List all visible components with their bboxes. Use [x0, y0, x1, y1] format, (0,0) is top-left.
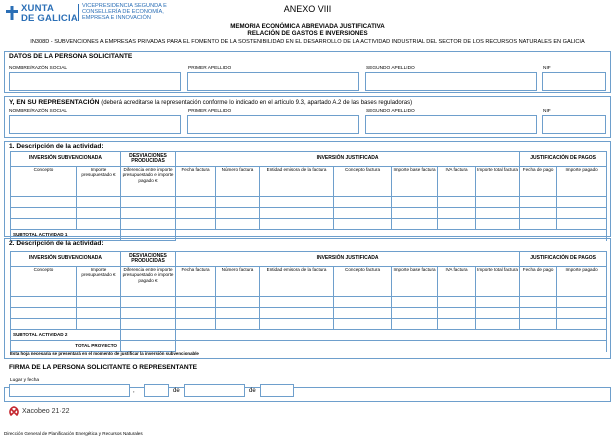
annex-label: ANEXO VIII: [283, 4, 332, 14]
applicant-nif-field[interactable]: [542, 72, 606, 91]
xacobeo-logo-icon: [8, 406, 20, 418]
group-desviaciones: DESVIACIONES PRODUCIDAS: [121, 152, 176, 167]
group-desviaciones: DESVIACIONES PRODUCIDAS: [121, 252, 176, 267]
col-diferencia: Diferencia entre importe presupuestado e importe pagado €: [121, 267, 176, 297]
rep-name-label: NOMBRE/RAZÓN SOCIAL: [9, 109, 68, 114]
col-fecha-factura: Fecha factura: [176, 167, 216, 197]
col-numero-factura: Número factura: [216, 167, 260, 197]
de-separator-1: de: [173, 388, 180, 394]
col-importe-total: Importe total factura: [476, 167, 520, 197]
total-row: [11, 341, 607, 352]
de-separator-2: de: [249, 388, 256, 394]
xacobeo-text: Xacobeo 21·22: [22, 408, 70, 415]
representative-heading: Y, EN SU REPRESENTACIÓN (deberá acreditarse la representación conforme lo indicado en el artículo 9.3, apartado A.2 de las bases reguladoras): [9, 99, 413, 106]
table-row: [11, 197, 607, 208]
applicant-surname2-label: SEGUNDO APELLIDO: [366, 66, 415, 71]
place-field[interactable]: [9, 384, 130, 397]
group-inversion-subvencionada: INVERSIÓN SUBVENCIONADA: [11, 252, 121, 267]
col-diferencia: Diferencia entre importe presupuestado e importe pagado €: [121, 167, 176, 197]
applicant-surname1-label: PRIMER APELLIDO: [188, 66, 232, 71]
subtotal-row: [11, 330, 607, 341]
justification-note: Esta hoja necesaria se presentará en el momento de justificar la inversión subvencionable: [10, 351, 199, 356]
rep-nif-label: NIF: [543, 109, 551, 114]
footer-department: Dirección General de Planificación Energética y Recursos Naturales: [4, 431, 143, 436]
signature-heading: FIRMA DE LA PERSONA SOLICITANTE O REPRESENTANTE: [9, 364, 198, 371]
rep-surname1-field[interactable]: [187, 115, 359, 134]
col-numero-factura: Número factura: [216, 267, 260, 297]
total-project-value[interactable]: [121, 341, 176, 352]
table-row: [11, 297, 607, 308]
col-importe-pagado: Importe pagado: [557, 167, 607, 197]
year-field[interactable]: [260, 384, 294, 397]
xunta-logo-text: XUNTA DE GALICIA: [21, 3, 78, 24]
applicant-surname2-field[interactable]: [365, 72, 537, 91]
group-justificacion-pagos: JUSTIFICACIÓN DE PAGOS: [520, 152, 607, 167]
col-concepto-factura: Concepto factura: [334, 167, 392, 197]
department-name: VICEPRESIDENCIA SEGUNDA E CONSELLERÍA DE ECONOMÍA, EMPRESA E INNOVACIÓN: [82, 3, 167, 21]
col-iva-factura: IVA factura: [438, 267, 476, 297]
applicant-name-field[interactable]: [9, 72, 181, 91]
group-inversion-justificada: INVERSIÓN JUSTIFICADA: [176, 152, 520, 167]
col-concepto: Concepto: [11, 167, 77, 197]
applicant-surname1-field[interactable]: [187, 72, 359, 91]
table-row: [11, 308, 607, 319]
applicant-heading: DATOS DE LA PERSONA SOLICITANTE: [9, 53, 133, 60]
table-row: [11, 319, 607, 330]
col-importe-total: Importe total factura: [476, 267, 520, 297]
applicant-name-label: NOMBRE/RAZÓN SOCIAL: [9, 66, 68, 71]
activity2-heading: 2. Descripción de la actividad:: [9, 240, 104, 247]
col-importe-presupuestado: Importe presupuestado €: [77, 267, 121, 297]
comma-separator: ,: [133, 388, 135, 394]
col-fecha-pago: Fecha de pago: [520, 267, 557, 297]
month-field[interactable]: [184, 384, 245, 397]
col-fecha-factura: Fecha factura: [176, 267, 216, 297]
col-importe-base: Importe base factura: [392, 167, 438, 197]
doc-title-line2: RELACIÓN DE GASTOS E INVERSIONES: [247, 30, 368, 37]
rep-surname2-field[interactable]: [365, 115, 537, 134]
col-concepto-factura: Concepto factura: [334, 267, 392, 297]
col-entidad-emisora: Entidad emisora de la factura: [260, 267, 334, 297]
rep-surname2-label: SEGUNDO APELLIDO: [366, 109, 415, 114]
rep-surname1-label: PRIMER APELLIDO: [188, 109, 232, 114]
col-importe-base: Importe base factura: [392, 267, 438, 297]
group-justificacion-pagos: JUSTIFICACIÓN DE PAGOS: [520, 252, 607, 267]
col-iva-factura: IVA factura: [438, 167, 476, 197]
place-date-label: Lugar y fecha: [10, 378, 40, 383]
subtotal-activity1-label: SUBTOTAL ACTIVIDAD 1: [11, 230, 121, 241]
col-fecha-pago: Fecha de pago: [520, 167, 557, 197]
table-row: [11, 208, 607, 219]
rep-nif-field[interactable]: [542, 115, 606, 134]
col-importe-presupuestado: Importe presupuestado €: [77, 167, 121, 197]
subtotal-activity2-label: SUBTOTAL ACTIVIDAD 2: [11, 330, 121, 341]
activity2-table: [10, 251, 607, 352]
doc-title-line1: MEMORIA ECONÓMICA ABREVIADA JUSTIFICATIVA: [230, 23, 385, 30]
col-entidad-emisora: Entidad emisora de la factura: [260, 167, 334, 197]
group-inversion-subvencionada: INVERSIÓN SUBVENCIONADA: [11, 152, 121, 167]
doc-subtitle: IN308D - SUBVENCIONES A EMPRESAS PRIVADAS PARA EL FOMENTO DE LA SOSTENIBILIDAD EN EL DESARROLLO DE LA ACTIVIDAD INDUSTRIAL DEL SECTOR DE LOS RECURSOS NATURALES EN GALICIA: [30, 39, 585, 45]
table-row: [11, 219, 607, 230]
rep-name-field[interactable]: [9, 115, 181, 134]
day-field[interactable]: [144, 384, 169, 397]
applicant-nif-label: NIF: [543, 66, 551, 71]
col-importe-pagado: Importe pagado: [557, 267, 607, 297]
activity1-table: [10, 151, 607, 241]
activity1-heading: 1. Descripción de la actividad:: [9, 143, 104, 150]
total-project-label: TOTAL PROYECTO: [11, 341, 121, 352]
group-inversion-justificada: INVERSIÓN JUSTIFICADA: [176, 252, 520, 267]
subtotal-activity2-value[interactable]: [121, 330, 176, 341]
col-concepto: Concepto: [11, 267, 77, 297]
